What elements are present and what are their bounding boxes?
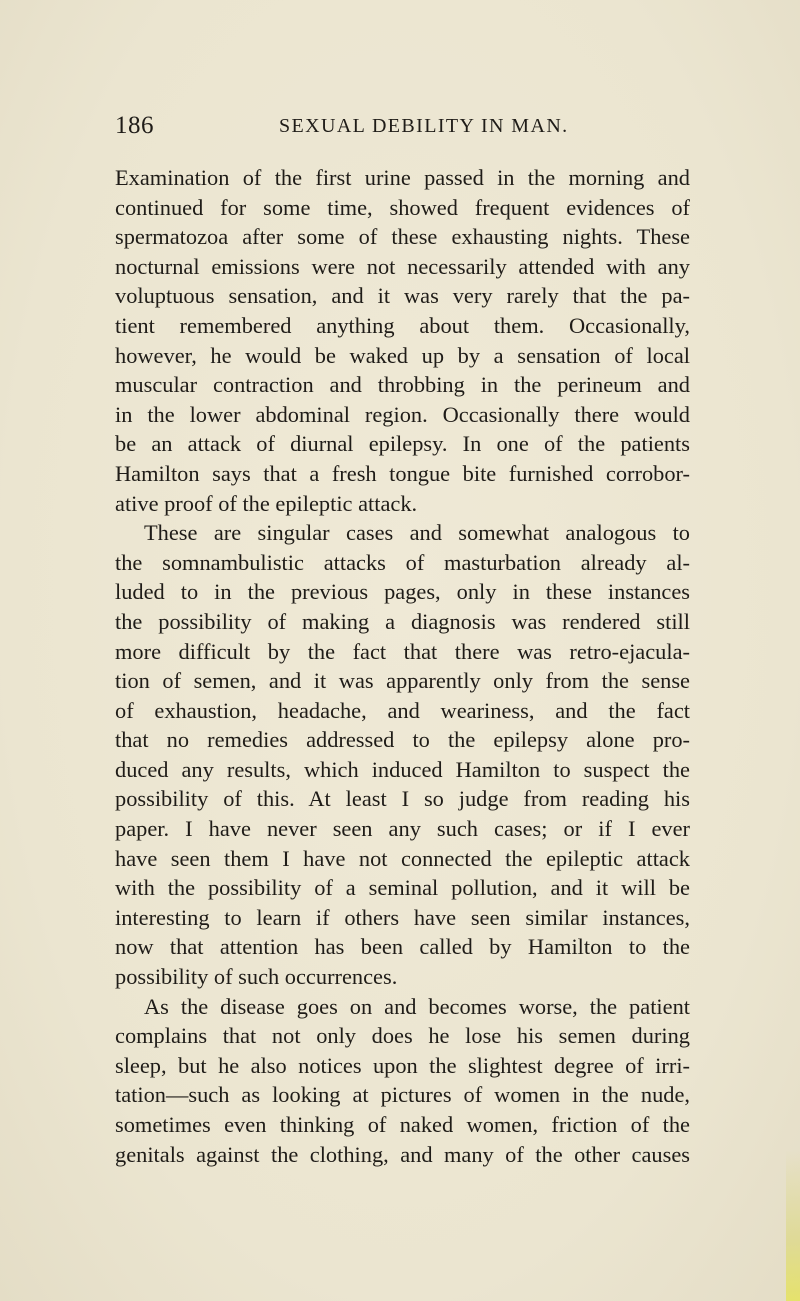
text-line: possibility of this. At least I so judge from reading his	[115, 786, 690, 812]
text-line: interesting to learn if others have seen similar instances,	[115, 904, 690, 930]
text-line: muscular contraction and throbbing in the perineum and	[115, 372, 690, 398]
text-line: ative proof of the epileptic attack.	[115, 490, 418, 516]
text-line: sometimes even thinking of naked women, friction of the	[115, 1112, 690, 1137]
text-line: the somnambulistic attacks of masturbation already al-	[115, 549, 690, 575]
text-line: As the disease goes on and becomes worse, the patient	[144, 993, 690, 1019]
text-line: duced any results, which induced Hamilton to suspect the	[115, 756, 690, 782]
text-line: the possibility of making a diagnosis was rendered still	[115, 608, 690, 634]
page-edge-shadow	[786, 1150, 800, 1301]
text-line: however, he would be waked up by a sensation of local	[115, 342, 690, 368]
text-line: Examination of the first urine passed in the morning and	[115, 165, 690, 190]
text-line: paper. I have never seen any such cases; or if I ever	[115, 816, 690, 842]
text-line: genitals against the clothing, and many of the other causes	[115, 1141, 690, 1167]
text-line: possibility of such occurrences.	[115, 964, 398, 990]
text-line: more difficult by the fact that there was retro-ejacula-	[115, 638, 690, 664]
text-line: These are singular cases and somewhat analogous to	[144, 520, 690, 546]
text-line: with the possibility of a seminal pollution, and it will be	[115, 875, 690, 901]
text-line: tation—such as looking at pictures of women in the nude,	[115, 1082, 690, 1108]
body-text	[115, 163, 690, 1169]
text-line: Hamilton says that a fresh tongue bite furnished corrobor-	[115, 460, 690, 486]
text-line: have seen them I have not connected the epileptic attack	[115, 845, 690, 871]
text-line: continued for some time, showed frequent evidences of	[115, 194, 690, 220]
text-line: of exhaustion, headache, and weariness, and the fact	[115, 697, 690, 723]
text-line: tion of semen, and it was apparently only from the sense	[115, 668, 690, 694]
text-line: nocturnal emissions were not necessarily attended with any	[115, 253, 690, 279]
page-number: 186	[115, 112, 154, 139]
text-line: tient remembered anything about them. Occasionally,	[115, 312, 690, 338]
text-line: spermatozoa after some of these exhausting nights. These	[115, 224, 690, 250]
text-line: voluptuous sensation, and it was very rarely that the pa-	[115, 283, 690, 309]
text-line: in the lower abdominal region. Occasionally there would	[115, 401, 690, 427]
text-line: now that attention has been called by Hamilton to the	[115, 934, 690, 960]
running-head: SEXUAL DEBILITY IN MAN.	[279, 115, 569, 137]
page-header	[115, 112, 685, 142]
text-line: that no remedies addressed to the epilepsy alone pro-	[115, 727, 690, 753]
text-line: be an attack of diurnal epilepsy. In one of the patients	[115, 431, 690, 457]
text-line: sleep, but he also notices upon the slightest degree of irri-	[115, 1052, 690, 1078]
text-line: luded to in the previous pages, only in these instances	[115, 579, 690, 605]
text-line: complains that not only does he lose his semen during	[115, 1023, 690, 1049]
